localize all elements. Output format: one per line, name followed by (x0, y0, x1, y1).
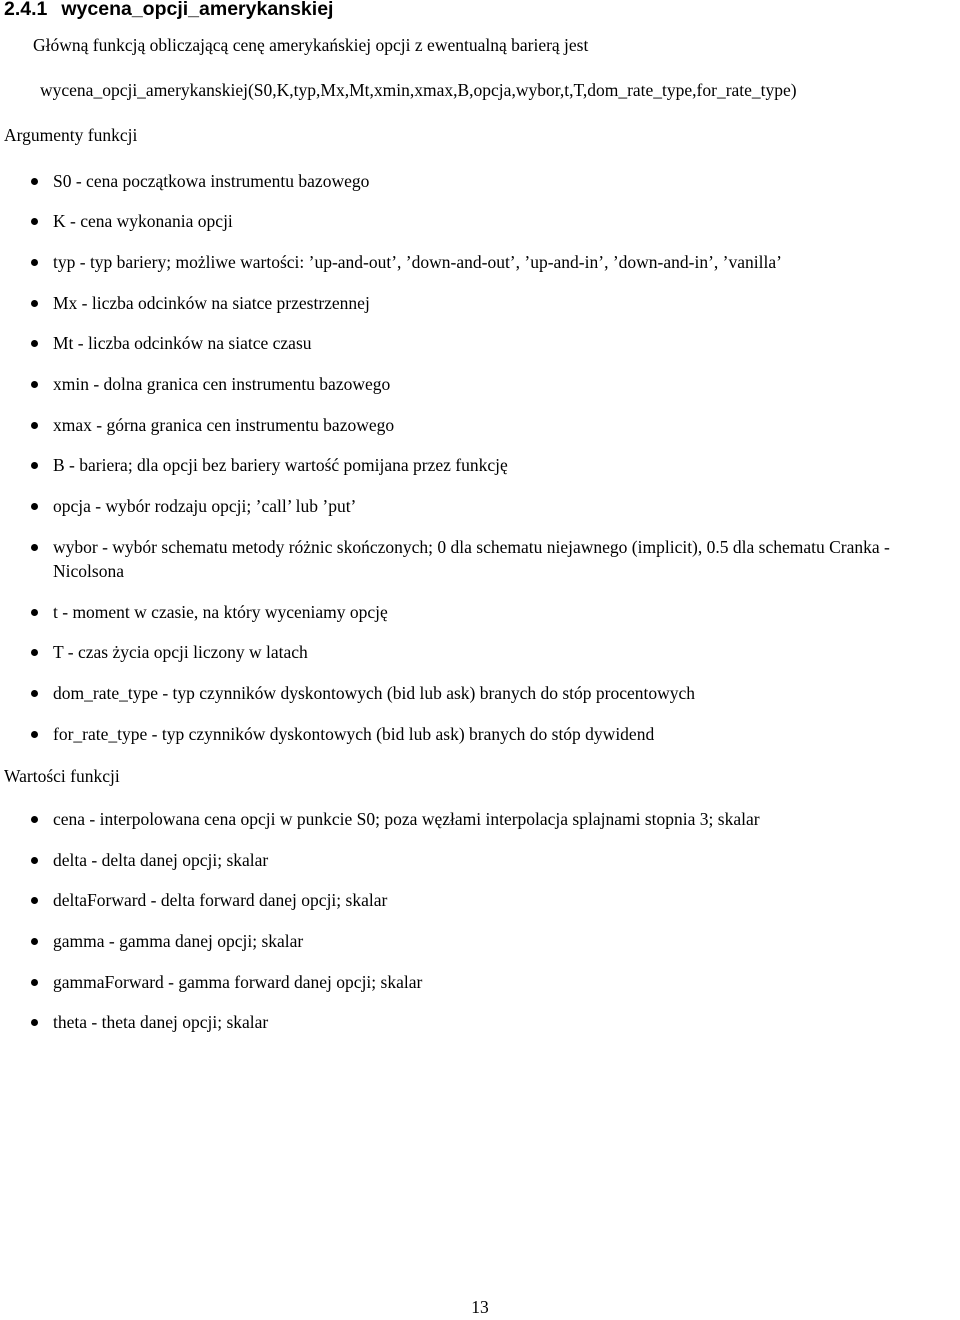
list-item: xmin - dolna granica cen instrumentu bazowego (53, 372, 958, 396)
values-label: Wartości funkcji (4, 766, 120, 786)
bullet-icon (31, 690, 38, 697)
bullet-icon (31, 857, 38, 864)
list-item: gammaForward - gamma forward danej opcji; skalar (53, 970, 958, 994)
bullet-icon (31, 462, 38, 469)
list-item: B - bariera; dla opcji bez bariery wartość pomijana przez funkcję (53, 453, 958, 477)
list-item: Mt - liczba odcinków na siatce czasu (53, 331, 958, 355)
list-item: wybor - wybór schematu metody różnic skończonych; 0 dla schematu niejawnego (implicit), 0.5 dla schematu Cranka - Nicolsona (53, 535, 958, 583)
function-signature: wycena_opcji_amerykanskiej(S0,K,typ,Mx,Mt,xmin,xmax,B,opcja,wybor,t,T,dom_rate_type,for_rate_type) (40, 80, 797, 100)
bullet-icon (31, 938, 38, 945)
bullet-icon (31, 731, 38, 738)
list-item: deltaForward - delta forward danej opcji; skalar (53, 888, 958, 912)
list-item: gamma - gamma danej opcji; skalar (53, 929, 958, 953)
intro-paragraph: Główną funkcją obliczającą cenę amerykańskiej opcji z ewentualną barierą jest (33, 35, 589, 55)
list-item: t - moment w czasie, na który wyceniamy opcję (53, 600, 958, 624)
bullet-icon (31, 816, 38, 823)
list-item: for_rate_type - typ czynników dyskontowych (bid lub ask) branych do stóp dywidend (53, 722, 958, 746)
bullet-icon (31, 503, 38, 510)
list-item: K - cena wykonania opcji (53, 209, 958, 233)
bullet-icon (31, 218, 38, 225)
bullet-icon (31, 544, 38, 551)
bullet-icon (31, 1019, 38, 1026)
bullet-icon (31, 259, 38, 266)
list-item: typ - typ bariery; możliwe wartości: ’up-and-out’, ’down-and-out’, ’up-and-in’, ’down-and-in’, ’vanilla’ (53, 250, 958, 274)
list-item: opcja - wybór rodzaju opcji; ’call’ lub ’put’ (53, 494, 958, 518)
list-item: dom_rate_type - typ czynników dyskontowych (bid lub ask) branych do stóp procentowych (53, 681, 958, 705)
bullet-icon (31, 381, 38, 388)
arguments-label: Argumenty funkcji (4, 125, 138, 145)
page-number: 13 (471, 1297, 489, 1317)
section-number: 2.4.1 (4, 0, 48, 20)
bullet-icon (31, 300, 38, 307)
bullet-icon (31, 340, 38, 347)
list-item: xmax - górna granica cen instrumentu bazowego (53, 413, 958, 437)
section-heading (4, 0, 333, 21)
bullet-icon (31, 609, 38, 616)
list-item: T - czas życia opcji liczony w latach (53, 640, 958, 664)
list-item: delta - delta danej opcji; skalar (53, 848, 958, 872)
list-item: cena - interpolowana cena opcji w punkcie S0; poza węzłami interpolacja splajnami stopnia 3; skalar (53, 807, 958, 831)
section-title: wycena_opcji_amerykanskiej (61, 0, 334, 20)
bullet-icon (31, 178, 38, 185)
list-item: S0 - cena początkowa instrumentu bazowego (53, 169, 958, 193)
bullet-icon (31, 422, 38, 429)
list-item: theta - theta danej opcji; skalar (53, 1010, 958, 1034)
bullet-icon (31, 979, 38, 986)
bullet-icon (31, 649, 38, 656)
list-item: Mx - liczba odcinków na siatce przestrzennej (53, 291, 958, 315)
bullet-icon (31, 897, 38, 904)
